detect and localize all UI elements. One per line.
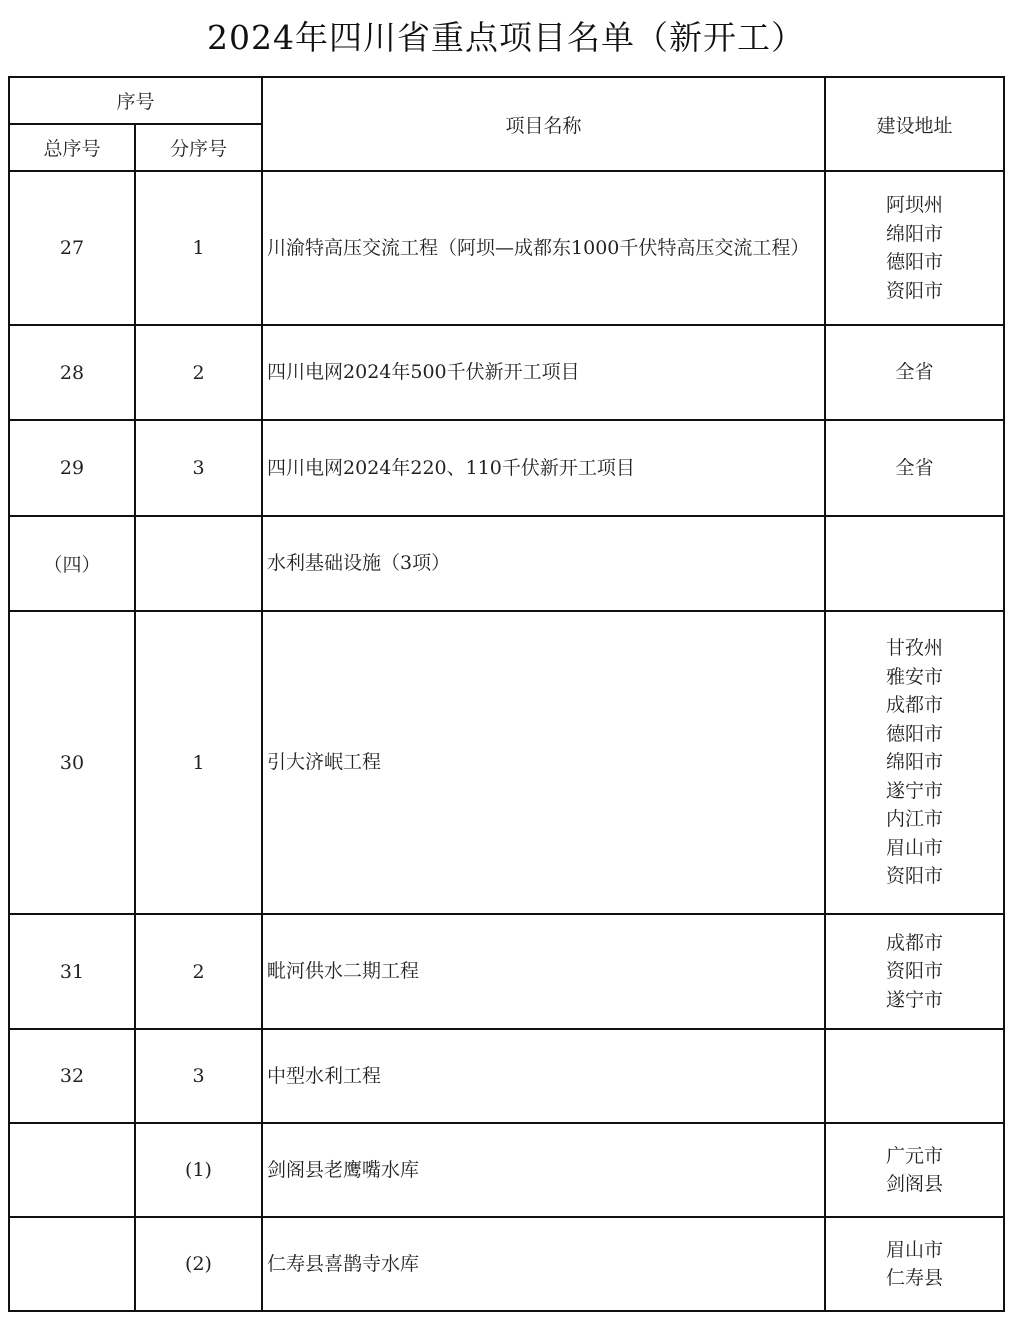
location-cell: [825, 1123, 1004, 1217]
location-list: [886, 929, 943, 1015]
location-list: [896, 454, 934, 483]
total-seq-cell: [9, 1217, 135, 1311]
location-item: 成都市: [886, 931, 944, 954]
table-row: [9, 914, 1004, 1029]
location-list: [886, 191, 943, 305]
location-item: 仁寿县: [886, 1267, 944, 1289]
location-item: 遂宁市: [886, 779, 944, 802]
total-seq-cell: [9, 1123, 135, 1217]
location-cell: [825, 914, 1004, 1029]
total-seq-cell: 32: [9, 1029, 135, 1123]
location-list: [886, 1236, 943, 1293]
location-item: 剑阁县: [886, 1173, 944, 1195]
location-item: 内江市: [886, 808, 944, 831]
location-item: 阿坝州: [886, 194, 944, 216]
location-cell: [825, 1029, 1004, 1123]
project-table: [8, 76, 1005, 1312]
project-name-cell: 引大济岷工程: [262, 611, 825, 914]
table-row: [9, 1217, 1004, 1311]
header-row: [9, 77, 1004, 124]
project-name-cell: 四川电网2024年500千伏新开工项目: [262, 325, 825, 420]
location-item: 甘孜州: [886, 637, 944, 660]
location-item: 成都市: [886, 694, 944, 717]
sub-seq-cell: (2): [135, 1217, 262, 1311]
project-name-cell: 剑阁县老鹰嘴水库: [262, 1123, 825, 1217]
sub-seq-cell: 2: [135, 914, 262, 1029]
sub-seq-cell: 2: [135, 325, 262, 420]
location-item: 绵阳市: [886, 222, 944, 245]
location-item: 资阳市: [886, 960, 944, 983]
location-cell: [825, 420, 1004, 516]
total-seq-cell: 30: [9, 611, 135, 914]
location-item: 全省: [895, 456, 934, 479]
sub-seq-cell: [135, 516, 262, 611]
project-name-cell: 四川电网2024年220、110千伏新开工项目: [262, 420, 825, 516]
document-title: 2024年四川省重点项目名单（新开工）: [207, 18, 805, 57]
location-item: 资阳市: [886, 279, 944, 302]
sub-seq-cell: 3: [135, 1029, 262, 1123]
sub-seq-cell: 1: [135, 171, 262, 325]
location-item: 德阳市: [886, 251, 944, 273]
location-item: 绵阳市: [886, 751, 944, 774]
table-row: [9, 1123, 1004, 1217]
total-seq-cell: 31: [9, 914, 135, 1029]
header-sub-seq: 分序号: [135, 124, 262, 171]
location-list: [886, 1142, 943, 1199]
header-location: 建设地址: [825, 77, 1004, 171]
sub-seq-cell: 1: [135, 611, 262, 914]
table-row: [9, 1029, 1004, 1123]
total-seq-cell: 28: [9, 325, 135, 420]
table-row: [9, 420, 1004, 516]
project-name-cell: 中型水利工程: [262, 1029, 825, 1123]
header-project-name: 项目名称: [262, 77, 825, 171]
total-seq-cell: （四）: [9, 516, 135, 611]
location-cell: [825, 325, 1004, 420]
table-row: [9, 325, 1004, 420]
location-item: 遂宁市: [886, 988, 944, 1011]
table-row: [9, 611, 1004, 914]
table-row-category: [9, 516, 1004, 611]
location-cell: [825, 516, 1004, 611]
location-list: [896, 358, 934, 387]
location-item: 眉山市: [886, 1238, 944, 1261]
project-name-cell: 仁寿县喜鹊寺水库: [262, 1217, 825, 1311]
location-cell: [825, 611, 1004, 914]
project-name-cell: 毗河供水二期工程: [262, 914, 825, 1029]
table-row: [9, 171, 1004, 325]
sub-seq-cell: 3: [135, 420, 262, 516]
location-item: 眉山市: [886, 836, 944, 859]
location-cell: [825, 171, 1004, 325]
project-name-cell: 川渝特高压交流工程（阿坝—成都东1000千伏特高压交流工程）: [262, 171, 825, 325]
sub-seq-cell: (1): [135, 1123, 262, 1217]
header-seq-group: 序号: [9, 77, 262, 124]
header-total-seq: 总序号: [9, 124, 135, 171]
location-list: [886, 634, 943, 891]
project-name-cell: 水利基础设施（3项）: [262, 516, 825, 611]
location-item: 雅安市: [886, 665, 944, 688]
total-seq-cell: 27: [9, 171, 135, 325]
location-cell: [825, 1217, 1004, 1311]
location-item: 全省: [895, 361, 934, 384]
total-seq-cell: 29: [9, 420, 135, 516]
location-item: 德阳市: [886, 722, 944, 745]
location-item: 广元市: [886, 1144, 944, 1167]
location-item: 资阳市: [886, 865, 944, 888]
